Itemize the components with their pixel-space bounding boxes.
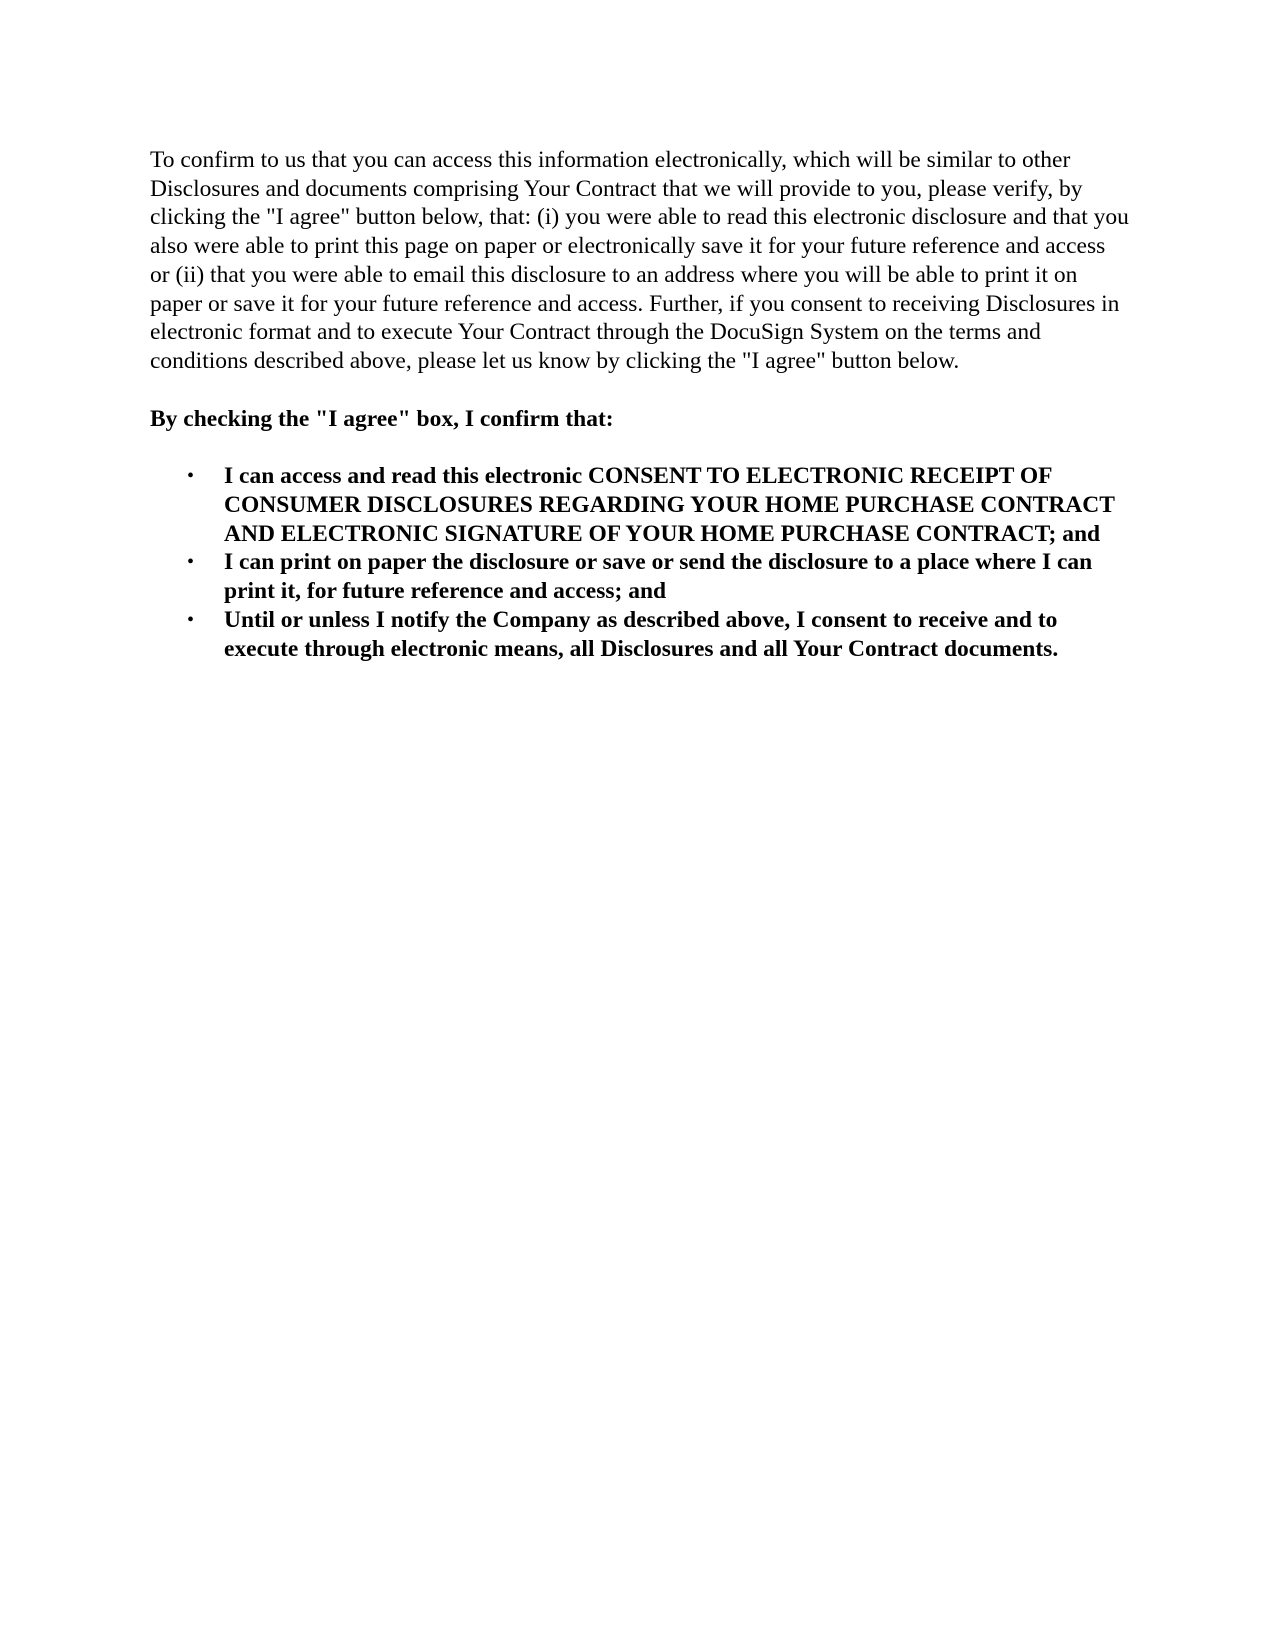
bullet-icon: • <box>187 608 195 631</box>
bullet-icon: • <box>187 551 195 574</box>
list-item <box>150 548 1130 605</box>
bullet-icon: • <box>187 465 195 488</box>
consent-paragraph: To confirm to us that you can access this information electronically, which will be similar to other Disclosures and documents comprising Your Contract that we will provide to you, please verify, by clicking the "I agree" button below, that: (i) you were able to read this electronic disclosure and that you also were able to print this page on paper or electronically save it for your future reference and access or (ii) that you were able to email this disclosure to an address where you will be able to print it on paper or save it for your future reference and access. Further, if you consent to receiving Disclosures in electronic format and to execute Your Contract through the DocuSign System on the terms and conditions described above, please let us know by clicking the "I agree" button below. <box>150 147 1129 374</box>
document-content <box>150 146 1130 663</box>
list-item-text: I can print on paper the disclosure or save or send the disclosure to a place where I can print it, for future reference and access; and <box>224 549 1093 605</box>
list-item <box>150 606 1130 663</box>
confirmation-list <box>150 462 1130 663</box>
list-item <box>150 462 1130 548</box>
confirmation-heading: By checking the "I agree" box, I confirm that: <box>150 405 614 432</box>
list-item-text: Until or unless I notify the Company as described above, I consent to receive and to execute through electronic means, all Disclosures and all Your Contract documents. <box>224 606 1059 662</box>
list-item-text: I can access and read this electronic CONSENT TO ELECTRONIC RECEIPT OF CONSUMER DISCLOSURES REGARDING YOUR HOME PURCHASE CONTRACT AND ELECTRONIC SIGNATURE OF YOUR HOME PURCHASE CONTRACT; and <box>224 463 1115 547</box>
